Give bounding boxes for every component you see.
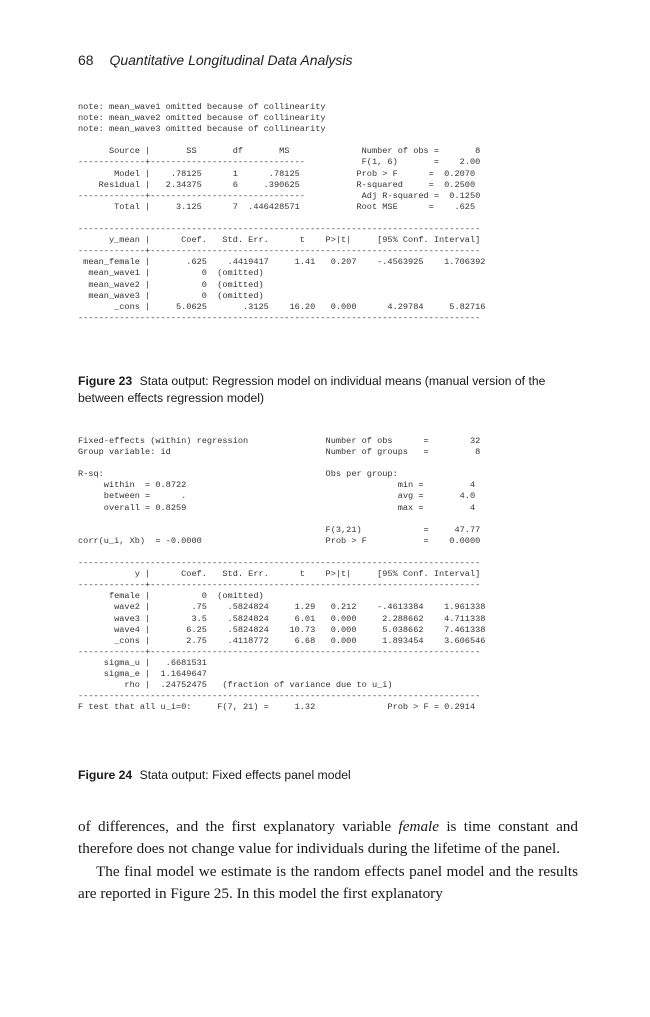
paragraph-1 — [78, 816, 578, 861]
paragraph-1-start: of differences, and the first explanatory variable — [78, 818, 399, 835]
figure-23-stata-output: note: mean_wave1 omitted because of collinearity note: mean_wave2 omitted because of collinearity note: mean_wave3 omitted because of collinearity Source | SS df MS Number of obs = 8 -------------+------------------------------ F(1, 6) = 2.00 Model | .78125 1 .78125 Prob > F = 0.2070 Residual | 2.34375 6 .390625 R-squared = 0.2500 -------------+------------------------------ Adj R-squared = 0.1250 Total | 3.125 7 .446428571 Root MSE = .625 ------------------------------------------------------------------------------ y_mean | Coef. Std. Err. t P>|t| [95% Conf. Interval] -------------+---------------------------------------------------------------- mean_female | .625 .4419417 1.41 0.207 -.4563925 1.706392 mean_wave1 | 0 (omitted) mean_wave2 | 0 (omitted) mean_wave3 | 0 (omitted) _cons | 5.0625 .3125 16.20 0.000 4.29784 5.82716 ------------------------------------------------------------------------------ — [78, 102, 486, 323]
figure-24-label: Figure 24 — [78, 768, 133, 782]
figure-23-caption-text: Stata output: Regression model on individual means (manual version of the between effects regression model) — [78, 374, 546, 405]
body-text — [78, 816, 578, 906]
figure-24-caption-text: Stata output: Fixed effects panel model — [139, 768, 351, 782]
paragraph-1-end: is time constant and therefore does not change value for individuals during the lifetime of the panel. — [78, 818, 578, 858]
book-title: Quantitative Longitudinal Data Analysis — [109, 52, 353, 68]
figure-24-stata-output: Fixed-effects (within) regression Number of obs = 32 Group variable: id Number of groups = 8 R-sq: Obs per group: within = 0.8722 min = 4 between = . avg = 4.0 overall = 0.8259 max = 4 F(3,21) = 47.77 corr(u_i, Xb) = -0.0000 Prob > F = 0.0000 ------------------------------------------------------------------------------ y | Coef. Std. Err. t P>|t| [95% Conf. Interval] -------------+---------------------------------------------------------------- female | 0 (omitted) wave2 | .75 .5824824 1.29 0.212 -.4613384 1.961338 wave3 | 3.5 .5824824 6.01 0.000 2.288662 4.711338 wave4 | 6.25 .5824824 10.73 0.000 5.038662 7.461338 _cons | 2.75 .4118772 6.68 0.000 1.893454 3.606546 -------------+---------------------------------------------------------------- sigma_u | .6681531 sigma_e | 1.1649647 rho | .24752475 (fraction of variance due to u_i) ------------------------------------------------------------------------------ F test that all u_i=0: F(7, 21) = 1.32 Prob > F = 0.2914 — [78, 436, 486, 713]
figure-23-label: Figure 23 — [78, 374, 133, 388]
figure-24-caption — [78, 767, 578, 784]
figure-23-caption — [78, 373, 578, 407]
running-header — [78, 52, 353, 68]
paragraph-2: The final model we estimate is the random effects panel model and the results are reported in Figure 25. In this model the first explanatory — [78, 862, 578, 903]
page-number: 68 — [78, 52, 94, 68]
variable-name-female: female — [398, 818, 439, 835]
